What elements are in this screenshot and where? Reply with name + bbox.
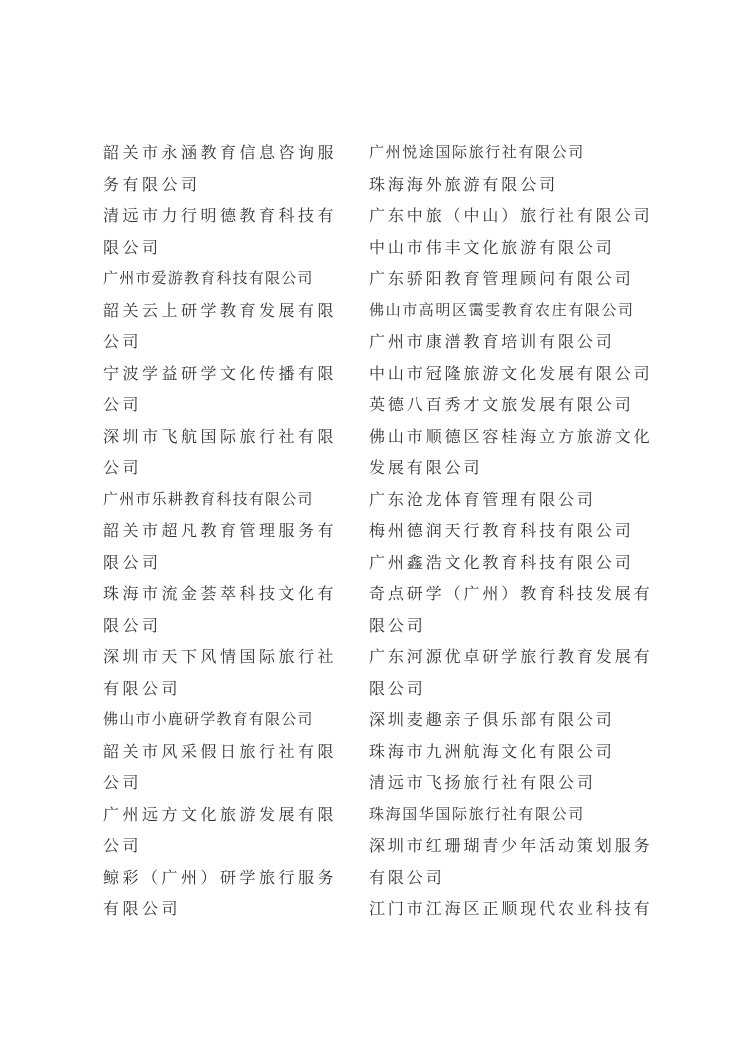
list-item: 珠海市流金荟萃科技文化有限公司 (103, 584, 338, 635)
list-item: 深圳麦趣亲子俱乐部有限公司 (369, 710, 615, 729)
list-item: 深圳市天下风情国际旅行社有限公司 (103, 647, 338, 698)
list-item: 韶关市超凡教育管理服务有限公司 (103, 521, 338, 572)
list-item: 珠海市九洲航海文化有限公司 (369, 741, 615, 761)
list-item: 珠海国华国际旅行社有限公司 (369, 804, 585, 823)
list-item: 珠海海外旅游有限公司 (369, 174, 559, 194)
list-item: 广州市康潽教育培训有限公司 (369, 332, 615, 351)
list-item: 广州市爱游教育科技有限公司 (103, 269, 314, 287)
list-item: 奇点研学（广州）教育科技发展有限公司 (369, 584, 653, 635)
list-item: 韶关云上研学教育发展有限公司 (103, 300, 338, 351)
list-item: 广州市乐耕教育科技有限公司 (103, 489, 314, 508)
list-item: 广东沧龙体育管理有限公司 (369, 489, 596, 509)
list-item: 佛山市小鹿研学教育有限公司 (103, 710, 314, 728)
list-item: 宁波学益研学文化传播有限公司 (103, 363, 338, 414)
list-item: 佛山市高明区霭雯教育农庄有限公司 (369, 300, 635, 319)
list-item: 广东河源优卓研学旅行教育发展有限公司 (369, 647, 653, 698)
list-item: 广州鑫浩文化教育科技有限公司 (369, 552, 634, 572)
list-item: 中山市冠隆旅游文化发展有限公司 (369, 363, 653, 383)
list-item: 清远市力行明德教育科技有限公司 (103, 206, 338, 257)
list-item: 韶关市风采假日旅行社有限公司 (103, 741, 338, 792)
list-item: 中山市伟丰文化旅游有限公司 (369, 237, 615, 257)
list-item: 广州远方文化旅游发展有限公司 (103, 804, 338, 855)
left-company-list (103, 137, 348, 925)
list-item: 江门市江海区正顺现代农业科技有 (369, 899, 653, 918)
list-item: 鲸彩（广州）研学旅行服务有限公司 (103, 867, 338, 918)
list-item: 广东骄阳教育管理顾问有限公司 (369, 269, 634, 288)
list-item: 广东中旅（中山）旅行社有限公司 (369, 206, 653, 225)
list-item: 深圳市红珊瑚青少年活动策划服务有限公司 (369, 836, 653, 887)
list-item: 梅州德润天行教育科技有限公司 (369, 521, 634, 540)
list-item: 深圳市飞航国际旅行社有限公司 (103, 426, 338, 477)
list-item: 广州悦途国际旅行社有限公司 (369, 143, 585, 161)
list-item: 清远市飞扬旅行社有限公司 (369, 773, 596, 792)
list-item: 佛山市顺德区容桂海立方旅游文化发展有限公司 (369, 426, 653, 477)
list-item: 韶关市永涵教育信息咨询服务有限公司 (103, 143, 338, 194)
list-item: 英德八百秀才文旅发展有限公司 (369, 395, 634, 414)
right-company-list (369, 137, 664, 925)
